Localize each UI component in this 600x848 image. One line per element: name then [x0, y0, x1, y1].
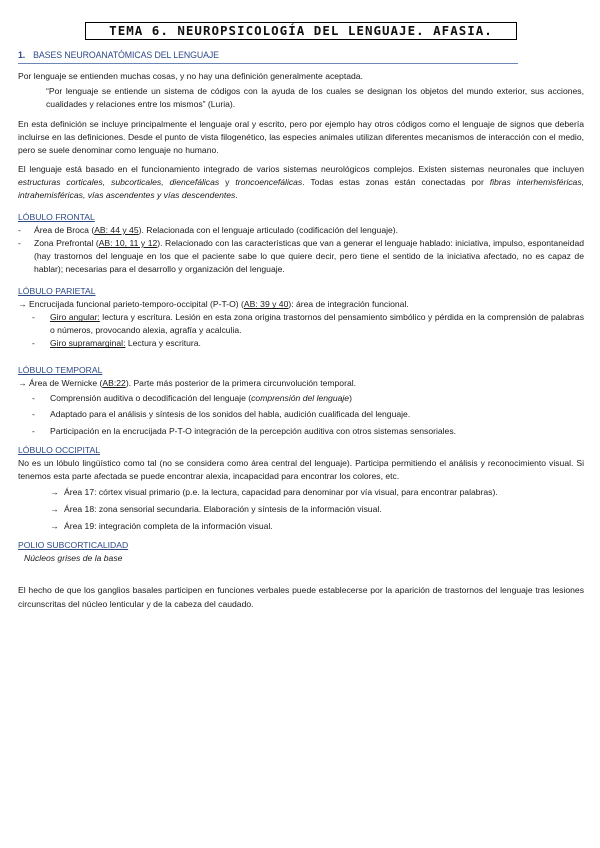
text-run: lectura y escritura. Lesión en esta zona origina trastornos del pensamiento simbólico y pérdida en la comprensión de palabras o números, provocando alexia, agrafía y acalculia.: [50, 312, 584, 336]
temporal-main: [18, 377, 584, 390]
text-run: Área 17: córtex visual primario (p.e. la lectura, capacidad para denominar por vía visual, para encontrar palabras).: [64, 487, 498, 498]
text-run: ). Parte más posterior de la primera circunvolución temporal.: [125, 377, 357, 388]
list-item: [18, 224, 584, 237]
text-run: .: [235, 189, 238, 200]
text-run: Área 18: zona sensorial secundaria. Elaboración y síntesis de la información visual.: [64, 503, 382, 514]
text-run: . Todas estas zonas están conectadas por: [302, 176, 490, 187]
arrow-icon: →: [50, 520, 59, 531]
luria-quote: “Por lenguaje se entiende un sistema de códigos con la ayuda de los cuales se designan los objetos del mundo exterior, sus acciones, cualidades y relaciones entre los mismos” (Luria).: [46, 86, 584, 110]
list-item: [18, 484, 584, 501]
text-run: Comprensión auditiva o decodificación del lenguaje (: [50, 392, 252, 403]
section-number: 1.: [18, 50, 26, 60]
frontal-list: [18, 224, 584, 276]
text-run: Zona Prefrontal (: [34, 238, 99, 249]
parietal-list: [18, 311, 584, 350]
text-run: ): área de integración funcional.: [288, 299, 409, 310]
definition-paragraph: En esta definición se incluye principalmente el lenguaje oral y escrito, pero por ejemplo hay otros códigos como el lenguaje de signos que debería incluirse en las definiciones. Desde el punto de vista filogenético, las especies animales utilizan diferentes mecanismos de interacción con el medio, pero se suele denominar como lenguaje no humano.: [18, 118, 584, 155]
list-item: [18, 518, 584, 535]
subcortical-paragraph: El hecho de que los ganglios basales participen en funciones verbales puede establecerse por la aparición de trastornos del lenguaje tras lesiones circunscritas del núcleo lenticular y de la cabeza del caudado.: [18, 585, 584, 609]
text-run: AB: 39 y 40: [243, 299, 289, 310]
document-title: TEMA 6. NEUROPSICOLOGÍA DEL LENGUAJE. AFASIA.: [85, 22, 517, 40]
text-run: → Encrucijada funcional parieto-temporo-occipital (P-T-O) (: [18, 299, 244, 310]
text-run: Giro supramarginal:: [50, 338, 126, 349]
list-item: - Adaptado para el análisis y síntesis de los sonidos del habla, audición cualificada del lenguaje.: [18, 406, 584, 423]
text-run: comprensión del lenguaje: [251, 392, 350, 403]
section-label: BASES NEUROANATÓMICAS DEL LENGUAJE: [33, 50, 219, 60]
text-run: Giro angular:: [50, 312, 100, 323]
frontal-heading: LÓBULO FRONTAL: [18, 211, 95, 222]
text-run: ). Relacionado con las características que van a generar el lenguaje hablado: iniciativa, impulso, espontaneidad (hay trastornos del lenguaje en los que el paciente sabe lo que quiere decir, pero tiene el sentido de la iniciativa afectado, no es capaz de hablar); necesarias para el desarrollo y organización del lenguaje.: [34, 238, 585, 275]
section-heading: [18, 49, 518, 64]
text-run: ). Relacionada con el lenguaje articulado (codificación del lenguaje).: [138, 224, 399, 235]
document-page: [18, 22, 584, 611]
text-run: ): [349, 392, 352, 403]
text-run: AB:22: [102, 377, 126, 388]
occipital-paragraph: No es un lóbulo lingüístico como tal (no se considera como área central del lenguaje). Participa permitiendo el análisis y reconocimiento visual. Si tenemos esta parte afectada se puede encontrar alexia, incapacidad para encontrar los colores, etc.: [18, 457, 584, 482]
parietal-heading: LÓBULO PARIETAL: [18, 286, 96, 297]
text-run: y: [219, 176, 236, 187]
subcortical-subheading: Núcleos grises de la base: [24, 553, 123, 564]
arrow-icon: →: [50, 487, 59, 498]
text-run: El lenguaje está basado en el funcionamiento integrado de varios sistemas neurológicos complejos. Existen sistemas neuronales que incluyen: [18, 163, 584, 174]
occipital-list: [18, 484, 584, 534]
text-run: → Área de Wernicke (: [18, 377, 103, 388]
text-run: Lectura y escritura.: [125, 338, 201, 349]
list-item: [18, 237, 584, 276]
list-item: [18, 337, 584, 350]
subcortical-heading: POLIO SUBCORTICALIDAD: [18, 540, 129, 551]
list-item: [18, 311, 584, 337]
systems-paragraph: [18, 163, 584, 202]
text-run: AB: 10, 11 y 12: [98, 238, 158, 249]
occipital-heading: LÓBULO OCCIPITAL: [18, 444, 100, 455]
text-run: Área de Broca (: [34, 224, 95, 235]
arrow-icon: →: [50, 503, 59, 514]
temporal-heading: LÓBULO TEMPORAL: [18, 364, 103, 375]
intro-paragraph: Por lenguaje se entienden muchas cosas, y no hay una definición generalmente aceptada.: [18, 71, 363, 82]
list-item: [18, 390, 584, 407]
text-run: troncoencefálicas: [235, 176, 303, 187]
text-run: AB: 44 y 45: [94, 224, 139, 235]
list-item: - Participación en la encrucijada P-T-O integración de la percepción auditiva con otros sistemas sensoriales.: [18, 423, 584, 440]
list-item: [18, 501, 584, 518]
temporal-list: [18, 390, 584, 440]
text-run: fibras interhemisféricas, intrahemisféricas, vías ascendentes y vías descendentes: [18, 176, 585, 200]
parietal-main: [18, 298, 584, 311]
text-run: estructuras corticales, subcorticales, diencefálicas: [18, 176, 220, 187]
text-run: Área 19: integración completa de la información visual.: [64, 520, 273, 531]
